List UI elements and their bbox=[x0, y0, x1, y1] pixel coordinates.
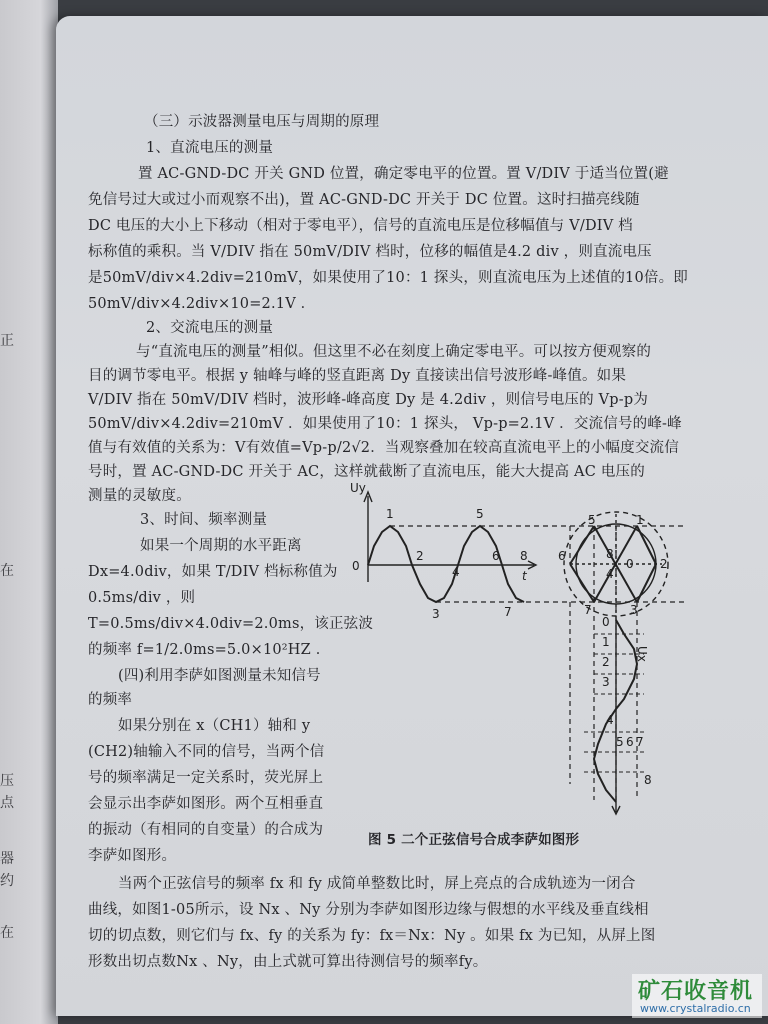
vertical-point-label: 4 bbox=[606, 713, 614, 727]
paragraph-line: 会显示出李萨如图形。两个互相垂直 bbox=[88, 796, 324, 812]
paragraph-line: 当两个正弦信号的频率 fx 和 fy 成简单整数比时，屏上亮点的合成轨迹为一闭合 bbox=[118, 876, 636, 892]
circle-point-label: 0 bbox=[626, 557, 634, 571]
heading-dc-voltage: 1、直流电压的测量 bbox=[146, 140, 274, 156]
paragraph-line: 置 AC-GND-DC 开关 GND 位置，确定零电平的位置。置 V/DIV 于适当位置(避 bbox=[138, 166, 669, 182]
vertical-point-label: 0 bbox=[602, 615, 610, 629]
paragraph-line: DC 电压的大小上下移动（相对于零电平），信号的直流电压是位移幅值与 V/DIV 档 bbox=[88, 218, 633, 234]
vertical-point-label: 5 bbox=[616, 735, 624, 749]
paragraph-line: 0.5ms/div ，则 bbox=[88, 590, 196, 606]
ux-label: Ux bbox=[635, 646, 649, 662]
wave-point-label: 6 bbox=[492, 549, 500, 563]
paragraph-line: 号的频率满足一定关系时，荧光屏上 bbox=[88, 770, 324, 786]
uy-label: Uy bbox=[350, 481, 366, 495]
wave-point-label: 2 bbox=[416, 549, 424, 563]
paragraph-line: 免信号过大或过小而观察不出)，置 AC-GND-DC 开关于 DC 位置。这时扫描亮线随 bbox=[88, 192, 640, 208]
wave-point-label: 7 bbox=[504, 605, 512, 619]
paragraph-line: 李萨如图形。 bbox=[88, 848, 177, 864]
paragraph-line: 如果一个周期的水平距离 bbox=[140, 538, 302, 554]
paragraph-line: 与“直流电压的测量”相似。但这里不必在刻度上确定零电平。可以按方便观察的 bbox=[136, 344, 652, 360]
heading-lissajous-cont: 的频率 bbox=[88, 692, 133, 708]
wave-point-label: 8 bbox=[520, 549, 528, 563]
site-watermark bbox=[632, 974, 762, 1018]
wave-point-label: 3 bbox=[432, 607, 440, 621]
left-page-fragment: 正 bbox=[0, 333, 14, 349]
lissajous-figure bbox=[344, 481, 668, 814]
circle-point-label: 4 bbox=[606, 567, 614, 581]
section-title: （三）示波器测量电压与周期的原理 bbox=[144, 114, 380, 130]
wave-point-label: 1 bbox=[386, 507, 394, 521]
paragraph-line: Dx=4.0div，如果 T/DIV 档标称值为 bbox=[88, 564, 338, 580]
circle-point-label: 2 bbox=[660, 557, 668, 571]
t-label: t bbox=[522, 569, 527, 583]
paragraph-line: 如果分别在 x（CH1）轴和 y bbox=[118, 718, 311, 734]
sine-wave bbox=[368, 526, 524, 602]
left-page-edge bbox=[0, 0, 58, 1024]
paragraph-line: T=0.5ms/div×4.0div=2.0ms，该正弦波 bbox=[88, 616, 374, 632]
heading-time-frequency: 3、时间、频率测量 bbox=[140, 512, 268, 528]
left-page-fragment: 器 bbox=[0, 851, 14, 867]
paragraph-line: 标称值的乘积。当 V/DIV 指在 50mV/DIV 档时，位移的幅值是4.2 div ，则直流电压 bbox=[88, 244, 652, 260]
paragraph-line: 目的调节零电平。根据 y 轴峰与峰的竖直距离 Dy 直接读出信号波形峰-峰值。如果 bbox=[88, 368, 627, 384]
paragraph-line: 50mV/div×4.2div×10=2.1V ． bbox=[88, 296, 316, 312]
vertical-point-label: 2 bbox=[602, 655, 610, 669]
zero-label: 0 bbox=[352, 559, 360, 573]
left-page-fragment: 在 bbox=[0, 925, 14, 941]
paragraph-line: 的振动（有相同的自变量）的合成为 bbox=[88, 822, 324, 838]
circle-point-label: 5 bbox=[588, 513, 596, 527]
paragraph-line: (CH2)轴输入不同的信号，当两个信 bbox=[88, 744, 325, 760]
paragraph-line: 值与有效值的关系为：V有效值=Vp-p/2√2．当观察叠加在较高直流电平上的小幅度交流信 bbox=[88, 440, 679, 456]
circle-point-label: 6 bbox=[558, 549, 566, 563]
circle-point-label: 7 bbox=[584, 603, 592, 617]
left-page-fragment: 在 bbox=[0, 563, 14, 579]
vertical-point-label: 8 bbox=[644, 773, 652, 787]
paragraph-line: V/DIV 指在 50mV/DIV 档时，波形峰-峰高度 Dy 是 4.2div ，则信号电压的 Vp-p为 bbox=[88, 392, 649, 408]
left-page-fragment: 压 bbox=[0, 773, 14, 789]
wave-point-label: 4 bbox=[452, 565, 460, 579]
vertical-point-label: 6 bbox=[626, 735, 634, 749]
paragraph-line: 测量的灵敏度。 bbox=[88, 488, 191, 504]
vertical-point-label: 3 bbox=[602, 675, 610, 689]
paragraph-line: 形数出切点数Nx 、Ny，由上式就可算出待测信号的频率fy。 bbox=[88, 954, 488, 970]
heading-ac-voltage: 2、交流电压的测量 bbox=[146, 320, 274, 336]
circle-point-label: 1 bbox=[636, 513, 644, 527]
watermark-cn: 矿石收音机 bbox=[638, 979, 754, 1004]
paragraph-line: 是50mV/div×4.2div=210mV，如果使用了10：1 探头，则直流电压为上述值的10倍。即 bbox=[88, 270, 688, 286]
paragraph-line: 切的切点数，则它们与 fx、fy 的关系为 fy：fx＝Nx：Ny 。如果 fx 为已知，从屏上图 bbox=[88, 928, 656, 944]
paragraph-line: 的频率 f=1/2.0ms=5.0×10²HZ ． bbox=[88, 642, 331, 658]
figure-caption: 图 5 二个正弦信号合成李萨如图形 bbox=[368, 832, 580, 848]
vertical-point-label: 1 bbox=[602, 635, 610, 649]
left-page-fragment: 点 bbox=[0, 795, 14, 811]
left-page-fragment: 约 bbox=[0, 873, 14, 889]
vertical-point-label: 7 bbox=[636, 735, 644, 749]
paragraph-line: 曲线，如图1-05所示，设 Nx 、Ny 分别为李萨如图形边缘与假想的水平线及垂直线相 bbox=[88, 902, 649, 918]
paragraph-line: 50mV/div×4.2div=210mV ．如果使用了10：1 探头， Vp-p=2.1V ．交流信号的峰-峰 bbox=[88, 416, 682, 432]
watermark-en: www.crystalradio.cn bbox=[640, 1002, 751, 1015]
wave-point-label: 5 bbox=[476, 507, 484, 521]
circle-point-label: 8 bbox=[606, 547, 614, 561]
circle-point-label: 3 bbox=[630, 603, 638, 617]
paragraph-line: 号时，置 AC-GND-DC 开关于 AC，这样就截断了直流电压，能大大提高 AC 电压的 bbox=[88, 464, 645, 480]
heading-lissajous: (四)利用李萨如图测量未知信号 bbox=[118, 668, 321, 684]
book-page bbox=[56, 16, 768, 1016]
